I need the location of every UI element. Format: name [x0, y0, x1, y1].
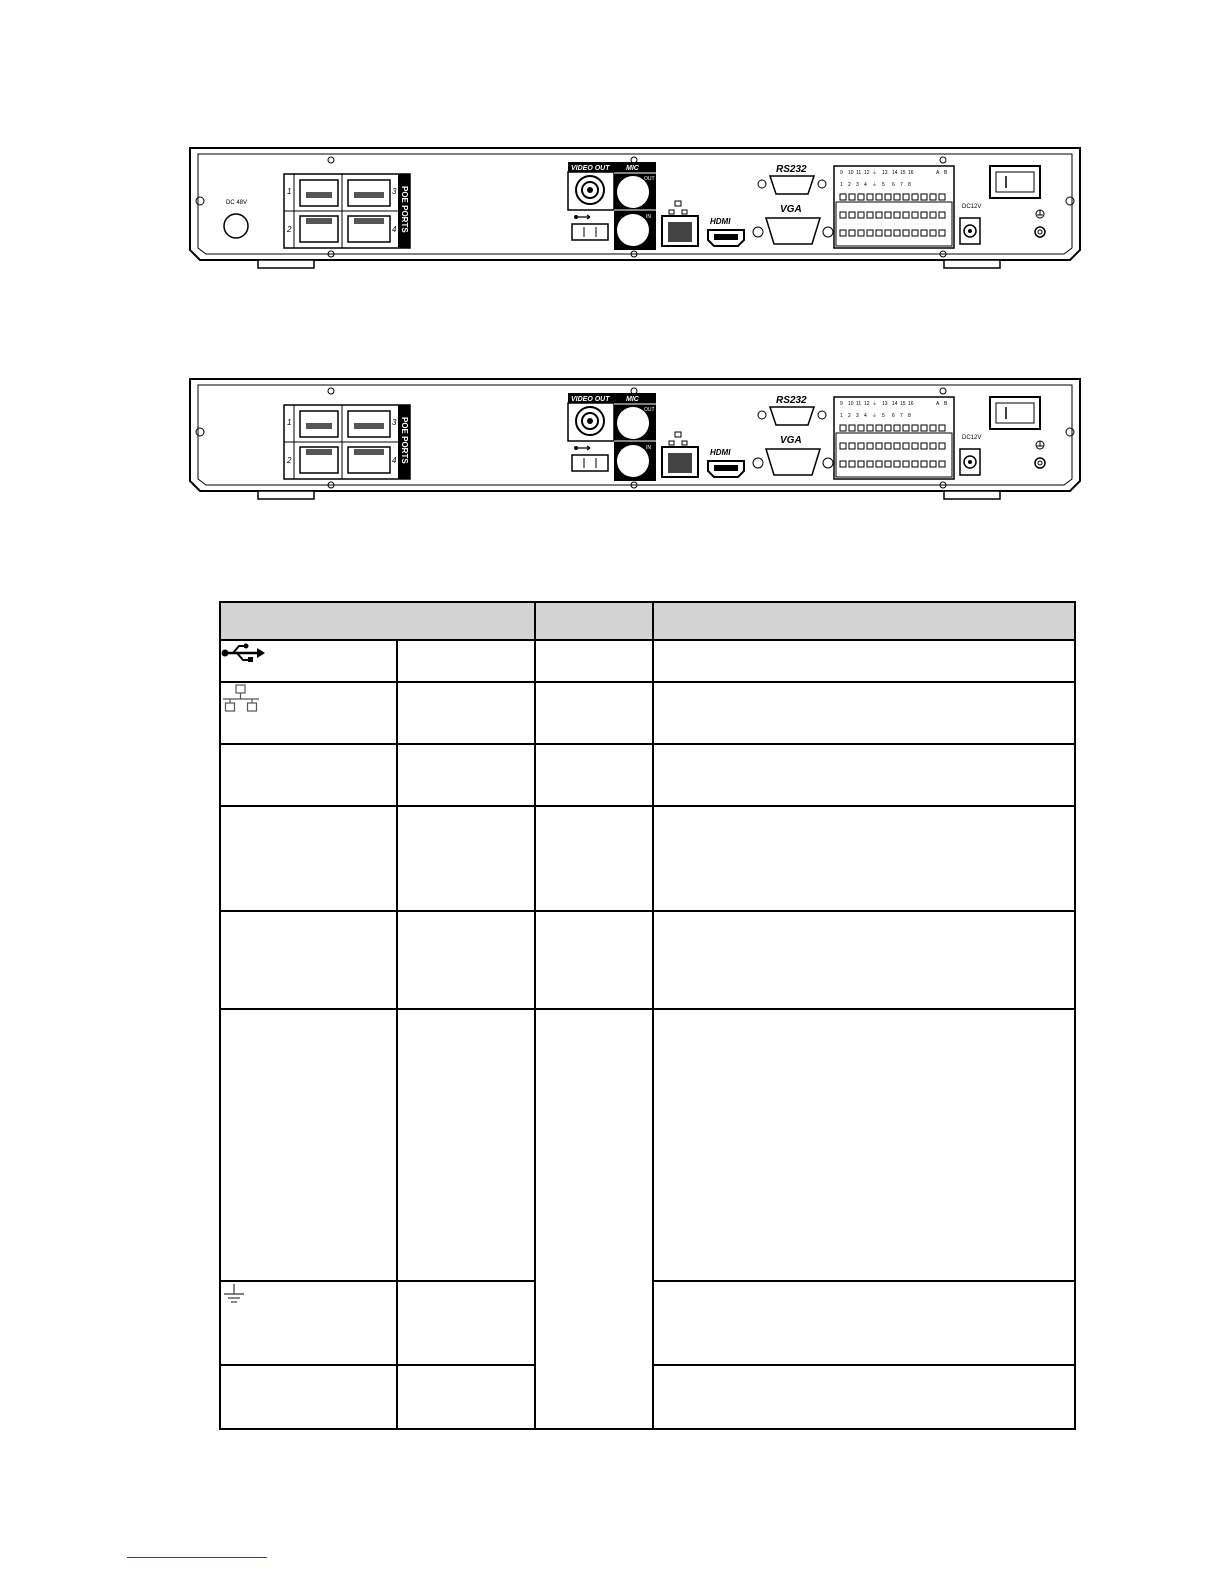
svg-text:15: 15 [900, 170, 906, 176]
table-cell [535, 806, 653, 911]
table-cell [220, 682, 397, 744]
table-cell [535, 911, 653, 1009]
svg-text:16: 16 [908, 170, 914, 176]
table-cell [220, 744, 397, 806]
svg-text:16: 16 [908, 401, 914, 407]
table-cell [220, 640, 397, 682]
svg-text:MIC: MIC [626, 396, 639, 403]
svg-text:DC12V: DC12V [962, 435, 982, 441]
svg-text:8: 8 [908, 182, 911, 188]
svg-text:A: A [936, 401, 940, 407]
table-cell [220, 1281, 397, 1365]
svg-text:OUT: OUT [644, 176, 655, 182]
svg-text:9: 9 [840, 170, 843, 176]
table-header-row [220, 602, 1075, 640]
svg-text:14: 14 [892, 401, 898, 407]
table-cell [220, 806, 397, 911]
table-cell [653, 1281, 1075, 1365]
table-header-cell [535, 602, 653, 640]
svg-text:VIDEO OUT: VIDEO OUT [571, 165, 610, 172]
svg-text:6: 6 [892, 182, 895, 188]
table-row [220, 1009, 1075, 1281]
svg-text:12: 12 [864, 170, 870, 176]
rear-panel-2 [188, 377, 1082, 501]
table-cell [653, 806, 1075, 911]
svg-text:2: 2 [287, 225, 292, 234]
svg-text:DC 48V: DC 48V [226, 200, 248, 206]
svg-text:HDMI: HDMI [710, 217, 731, 226]
table-row [220, 911, 1075, 1009]
table-row [220, 744, 1075, 806]
table-cell [397, 1281, 535, 1365]
table-row [220, 682, 1075, 744]
poe-ports [284, 174, 410, 248]
svg-text:5: 5 [882, 413, 885, 419]
table-cell [653, 640, 1075, 682]
alarm-terminal-block [834, 166, 954, 248]
svg-text:5: 5 [882, 182, 885, 188]
svg-text:2: 2 [287, 456, 292, 465]
table-cell [653, 1009, 1075, 1281]
svg-text:IN: IN [646, 214, 651, 220]
svg-text:⏚: ⏚ [872, 413, 878, 419]
svg-text:1: 1 [287, 187, 292, 196]
table-cell [535, 640, 653, 682]
svg-text:OUT: OUT [644, 407, 655, 413]
svg-text:10: 10 [848, 170, 854, 176]
svg-text:2: 2 [848, 182, 851, 188]
svg-text:POE PORTS: POE PORTS [400, 186, 409, 233]
rear-panel-1 [188, 146, 1082, 270]
table-cell [397, 806, 535, 911]
table-cell [653, 682, 1075, 744]
svg-text:MIC: MIC [626, 165, 639, 172]
svg-text:12: 12 [864, 401, 870, 407]
svg-text:4: 4 [864, 182, 867, 188]
svg-text:VGA: VGA [780, 435, 802, 446]
table-cell [220, 1009, 397, 1281]
poe-ports [284, 405, 410, 479]
svg-text:⏚: ⏚ [872, 401, 878, 407]
svg-text:6: 6 [892, 413, 895, 419]
table-cell [397, 682, 535, 744]
ground-icon [221, 1282, 247, 1308]
network-icon [221, 683, 261, 715]
table-row [220, 640, 1075, 682]
svg-text:POE PORTS: POE PORTS [400, 417, 409, 464]
dc48v-input [224, 200, 248, 238]
svg-text:DC12V: DC12V [962, 204, 982, 210]
table-cell [397, 640, 535, 682]
alarm-terminal-block [834, 397, 954, 479]
table-cell [397, 911, 535, 1009]
svg-text:⏚: ⏚ [872, 170, 878, 176]
table-cell [535, 744, 653, 806]
table-cell [220, 911, 397, 1009]
svg-text:B: B [944, 401, 948, 407]
svg-text:4: 4 [392, 225, 397, 234]
table-header-cell [220, 602, 535, 640]
svg-text:1: 1 [287, 418, 292, 427]
svg-text:11: 11 [856, 401, 862, 407]
svg-text:10: 10 [848, 401, 854, 407]
table-cell [535, 682, 653, 744]
table-cell [397, 1009, 535, 1281]
svg-text:⏚: ⏚ [872, 182, 878, 188]
footnote-separator [127, 1557, 267, 1558]
svg-text:B: B [944, 170, 948, 176]
svg-text:A: A [936, 170, 940, 176]
svg-text:13: 13 [882, 170, 888, 176]
svg-text:13: 13 [882, 401, 888, 407]
svg-text:7: 7 [900, 413, 903, 419]
svg-text:7: 7 [900, 182, 903, 188]
power-switch [990, 166, 1040, 198]
svg-text:4: 4 [864, 413, 867, 419]
svg-text:3: 3 [392, 187, 397, 196]
svg-text:11: 11 [856, 170, 862, 176]
table-cell [653, 911, 1075, 1009]
svg-text:8: 8 [908, 413, 911, 419]
svg-text:4: 4 [392, 456, 397, 465]
svg-text:VGA: VGA [780, 204, 802, 215]
svg-text:15: 15 [900, 401, 906, 407]
table-cell [535, 1009, 653, 1429]
usb-icon [221, 641, 265, 665]
table-cell [653, 1365, 1075, 1429]
table-header-cell [653, 602, 1075, 640]
table-row [220, 806, 1075, 911]
svg-text:3: 3 [392, 418, 397, 427]
svg-text:RS232: RS232 [776, 164, 807, 175]
svg-text:HDMI: HDMI [710, 448, 731, 457]
table-cell [397, 744, 535, 806]
svg-text:2: 2 [848, 413, 851, 419]
svg-text:3: 3 [856, 182, 859, 188]
svg-text:1: 1 [840, 413, 843, 419]
svg-text:IN: IN [646, 445, 651, 451]
svg-text:9: 9 [840, 401, 843, 407]
svg-text:3: 3 [856, 413, 859, 419]
table-cell [220, 1365, 397, 1429]
table-cell [653, 744, 1075, 806]
svg-text:RS232: RS232 [776, 395, 807, 406]
table-cell [397, 1365, 535, 1429]
svg-text:1: 1 [840, 182, 843, 188]
svg-text:14: 14 [892, 170, 898, 176]
power-switch [990, 397, 1040, 429]
svg-text:VIDEO OUT: VIDEO OUT [571, 396, 610, 403]
port-spec-table [219, 601, 1076, 1430]
